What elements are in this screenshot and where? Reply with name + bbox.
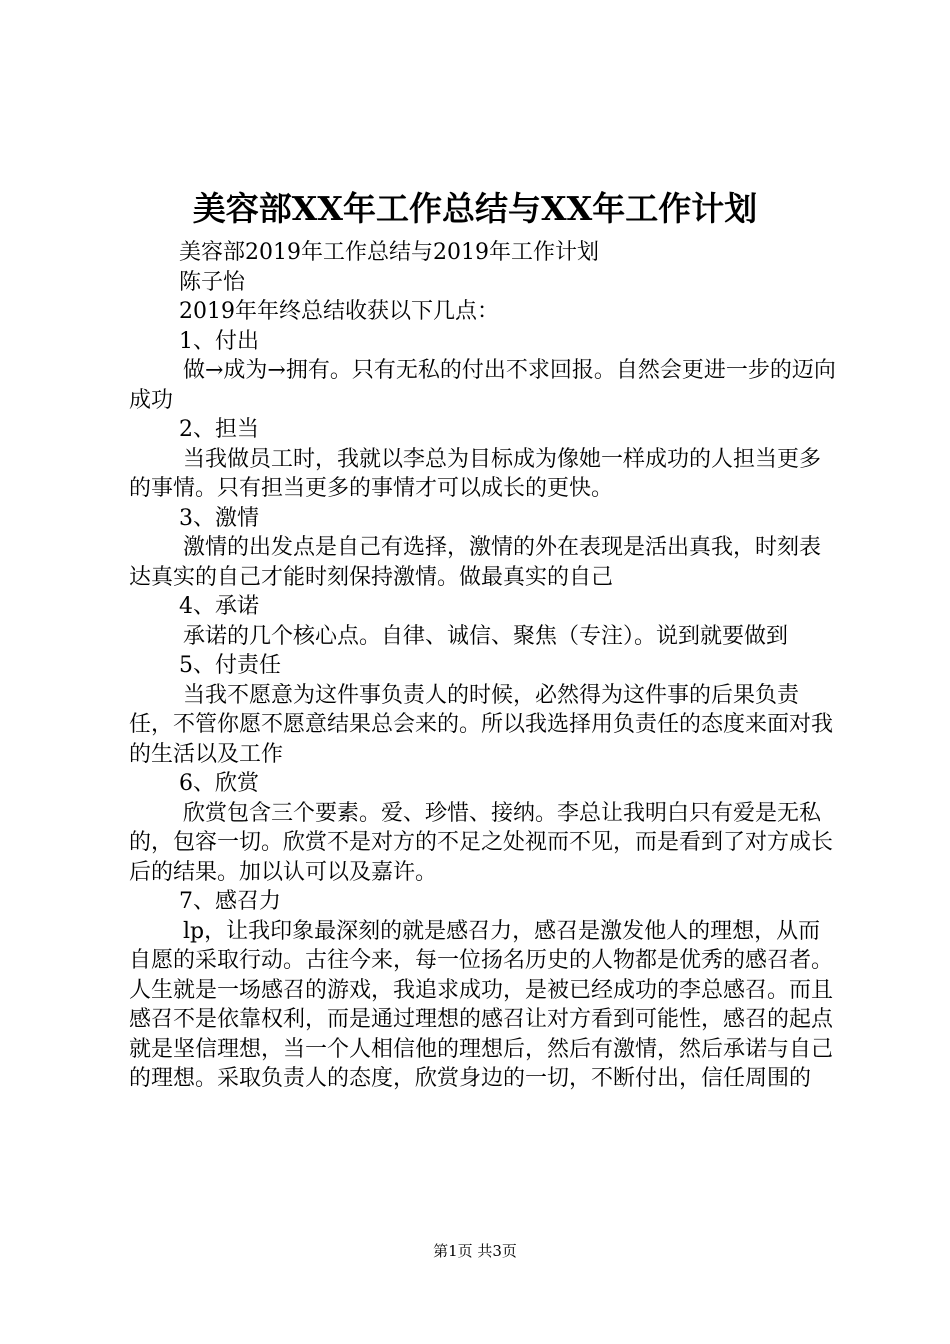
section-heading: 6、欣赏 [179, 771, 259, 796]
section-paragraph: lp，让我印象最深刻的就是感召力，感召是激发他人的理想，从而自愿的采取行动。古往今来，每一位扬名历史的人物都是优秀的感召者。人生就是一场感召的游戏，我追求成功，是被已经成功的李总感召。而且感召不是依靠权利，而是通过理想的感召让对方看到可能性，感召的起点就是坚信理想，当一个人相信他的理想后，然后有激情，然后承诺与自己的理想。采取负责人的态度，欣赏身边的一切，不断付出，信任周围的 [129, 918, 834, 1091]
section-paragraph: 承诺的几个核心点。自律、诚信、聚焦（专注）。说到就要做到 [183, 623, 789, 649]
document-intro: 2019年年终总结收获以下几点： [179, 299, 499, 324]
section-heading: 5、付责任 [179, 653, 281, 678]
page-footer: 第1页 共3页 [433, 1242, 517, 1260]
section-heading: 4、承诺 [179, 594, 259, 619]
section-heading: 7、感召力 [179, 889, 281, 914]
section-heading: 1、付出 [179, 328, 259, 354]
section-paragraph: 激情的出发点是自己有选择，激情的外在表现是活出真我，时刻表达真实的自己才能时刻保持激情。做最真实的自己 [129, 535, 822, 590]
document-body [129, 238, 841, 1094]
document-author: 陈子怡 [179, 269, 246, 295]
section-paragraph: 做→成为→拥有。只有无私的付出不求回报。自然会更进一步的迈向成功 [129, 358, 836, 413]
section-paragraph: 当我做员工时，我就以李总为目标成为像她一样成功的人担当更多的事情。只有担当更多的事情才可以成长的更快。 [129, 446, 822, 501]
section-paragraph: 欣赏包含三个要素。爱、珍惜、接纳。李总让我明白只有爱是无私的，包容一切。欣赏不是对方的不足之处视而不见，而是看到了对方成长后的结果。加以认可以及嘉许。 [129, 800, 834, 885]
section-heading: 3、激情 [179, 505, 259, 531]
document-subtitle: 美容部2019年工作总结与2019年工作计划 [179, 240, 599, 265]
section-paragraph: 当我不愿意为这件事负责人的时候，必然得为这件事的后果负责任，不管你愿不愿意结果总会来的。所以我选择用负责任的态度来面对我的生活以及工作 [129, 682, 834, 767]
document-title: 美容部XX年工作总结与XX年工作计划 [192, 189, 758, 228]
section-heading: 2、担当 [179, 417, 259, 442]
